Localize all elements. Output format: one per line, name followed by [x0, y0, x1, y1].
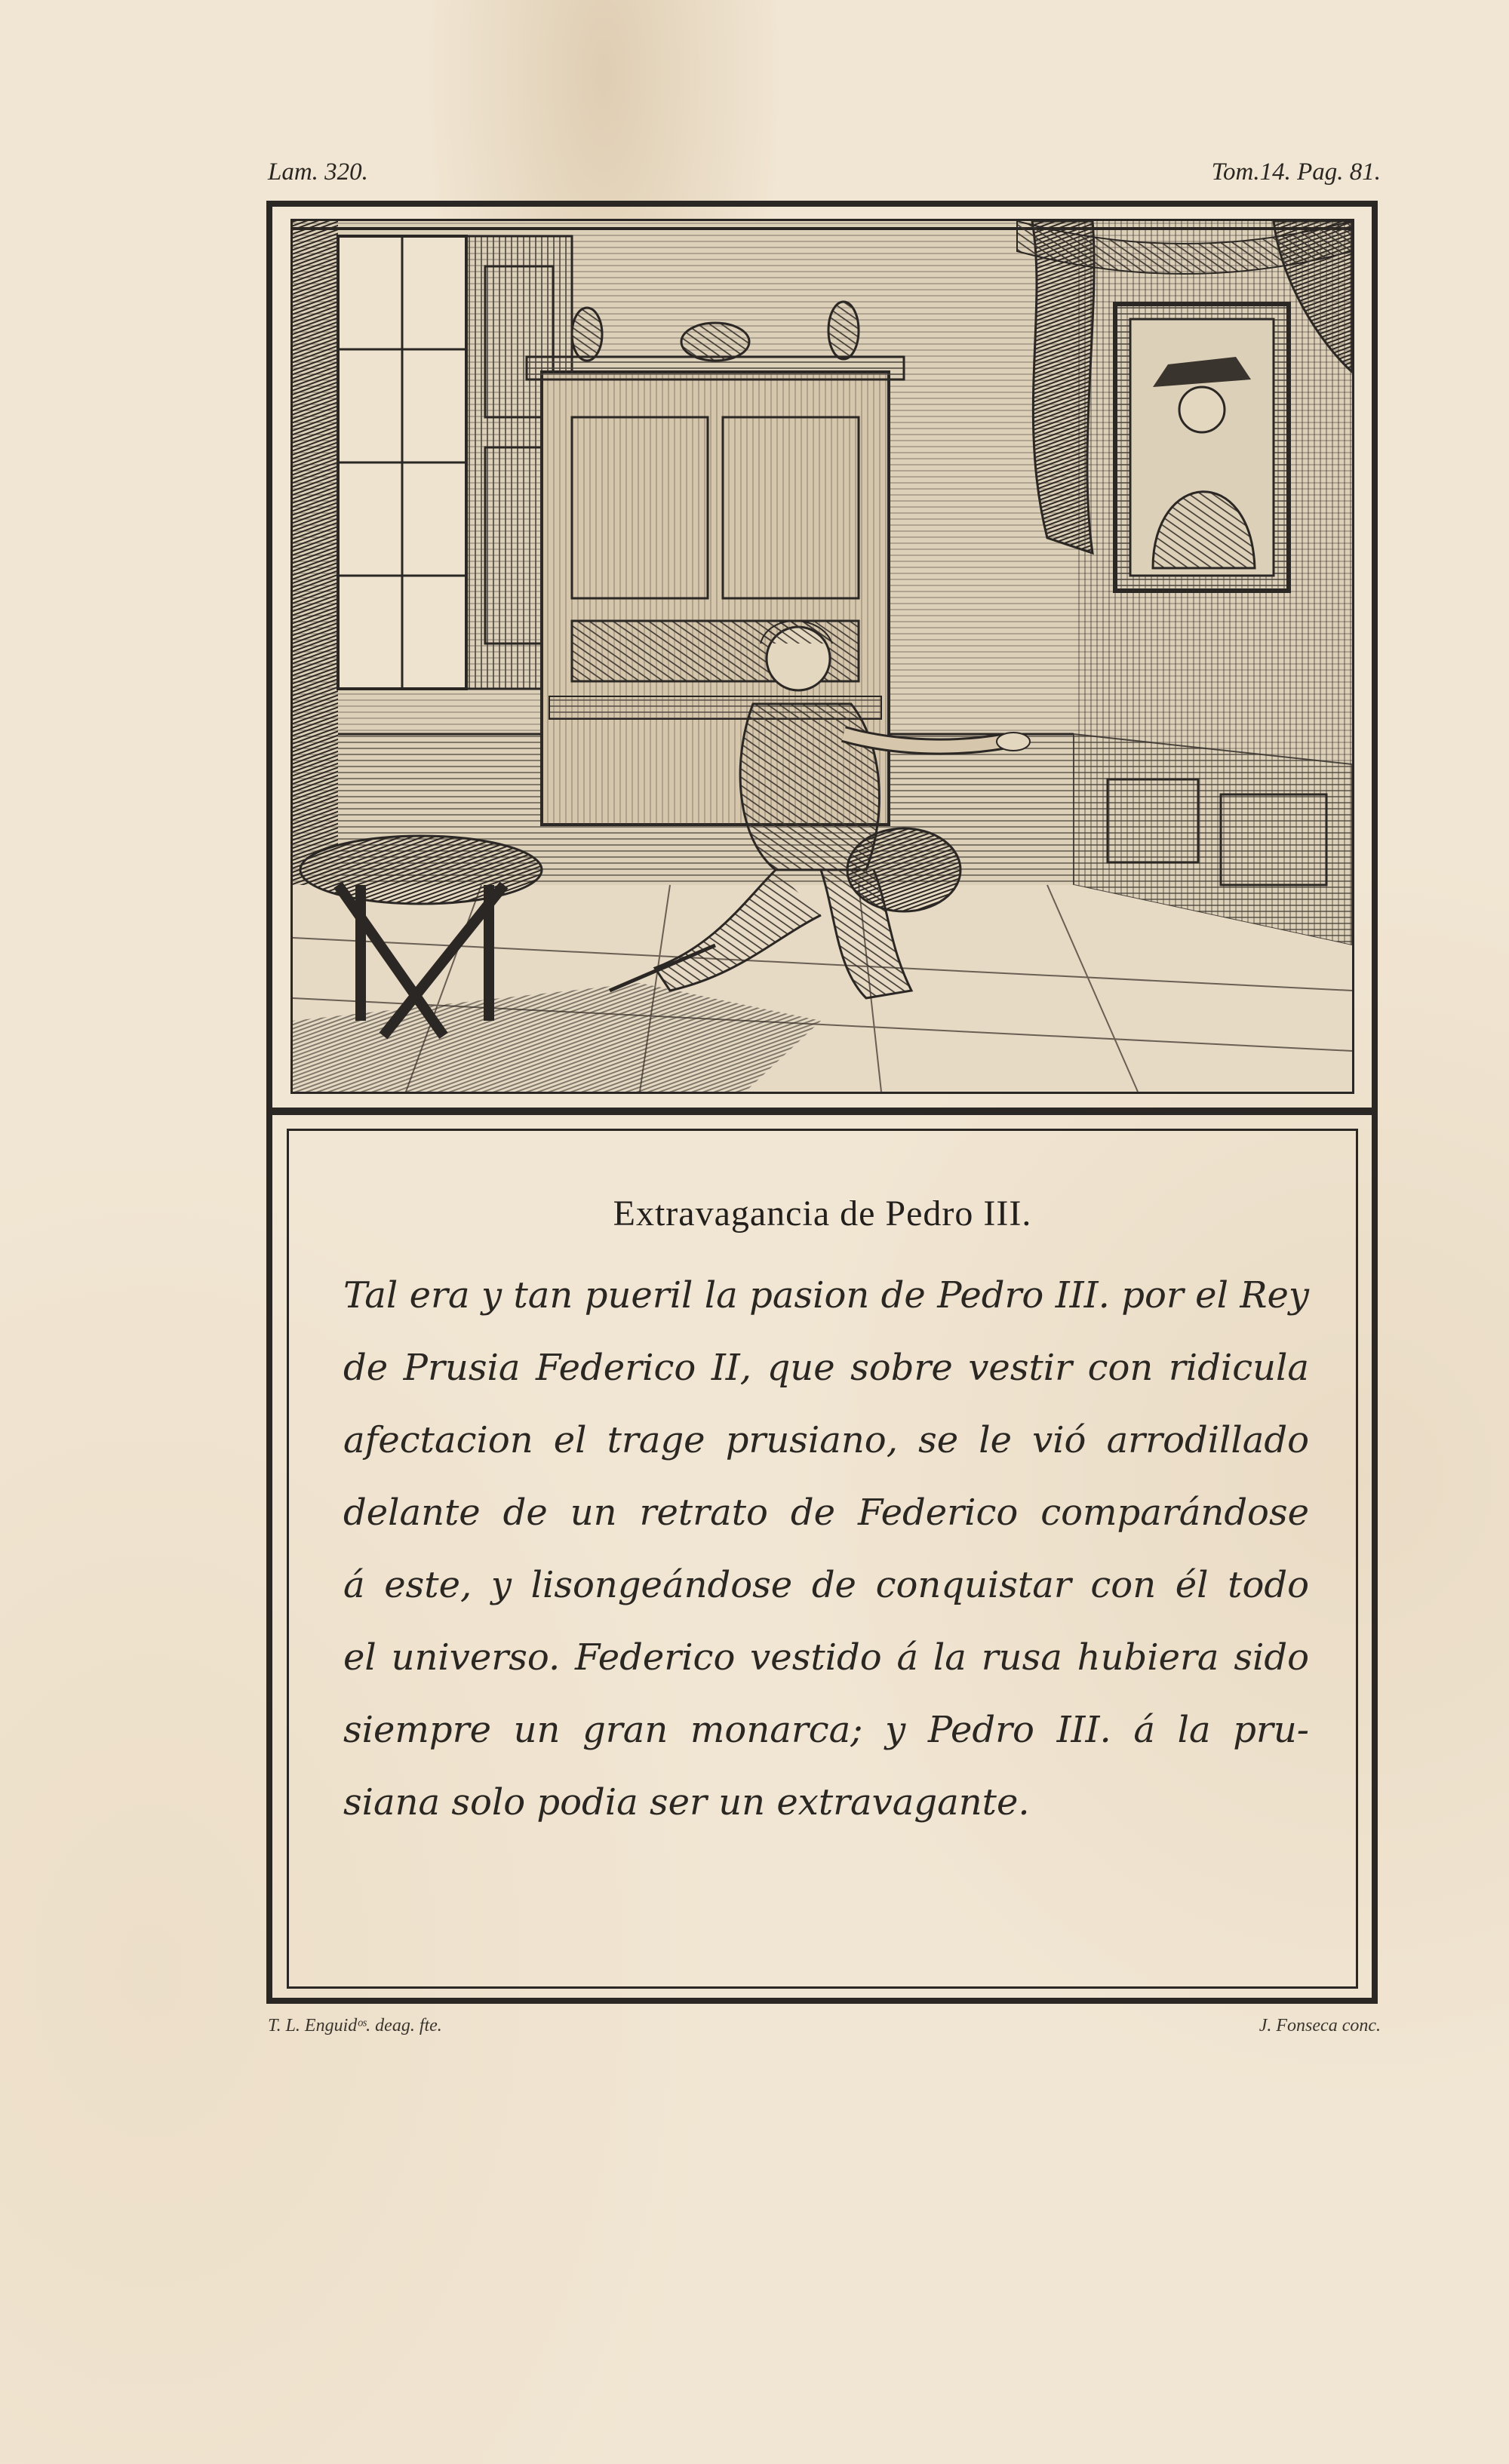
plate-header: [268, 155, 1381, 193]
caption-line: el universo. Federico vestido á la rusa hubiera sido: [343, 1636, 1309, 1679]
caption-panel: [287, 1129, 1358, 1989]
caption-line: afectacion el trage prusiano, se le vió arrodillado: [343, 1419, 1309, 1461]
caption-line: siempre un gran monarca; y Pedro III. á la pru-: [343, 1709, 1309, 1751]
artist-credit: T. L. Enguidᵒˢ. deag. fte.: [268, 2016, 442, 2035]
plate-credits: [268, 2016, 1381, 2046]
volume-page-reference: Tom.14. Pag. 81.: [1211, 158, 1381, 186]
engraving-illustration: [290, 219, 1354, 1094]
caption-line: á este, y lisongeándose de conquistar con él todo: [343, 1564, 1309, 1606]
caption-title: Extravagancia de Pedro III.: [613, 1194, 1032, 1234]
plate-number: Lam. 320.: [268, 158, 368, 186]
engraver-credit: J. Fonseca conc.: [1259, 2016, 1381, 2035]
frame-divider: [266, 1108, 1378, 1115]
caption-text: [343, 1259, 1309, 1839]
caption-line: de Prusia Federico II, que sobre vestir con ridicula: [343, 1347, 1309, 1389]
caption-line: Tal era y tan pueril la pasion de Pedro III. por el Rey: [343, 1274, 1309, 1316]
caption-line: delante de un retrato de Federico comparándose: [343, 1492, 1309, 1534]
caption-line: siana solo podia ser un extravagante.: [343, 1781, 1030, 1823]
